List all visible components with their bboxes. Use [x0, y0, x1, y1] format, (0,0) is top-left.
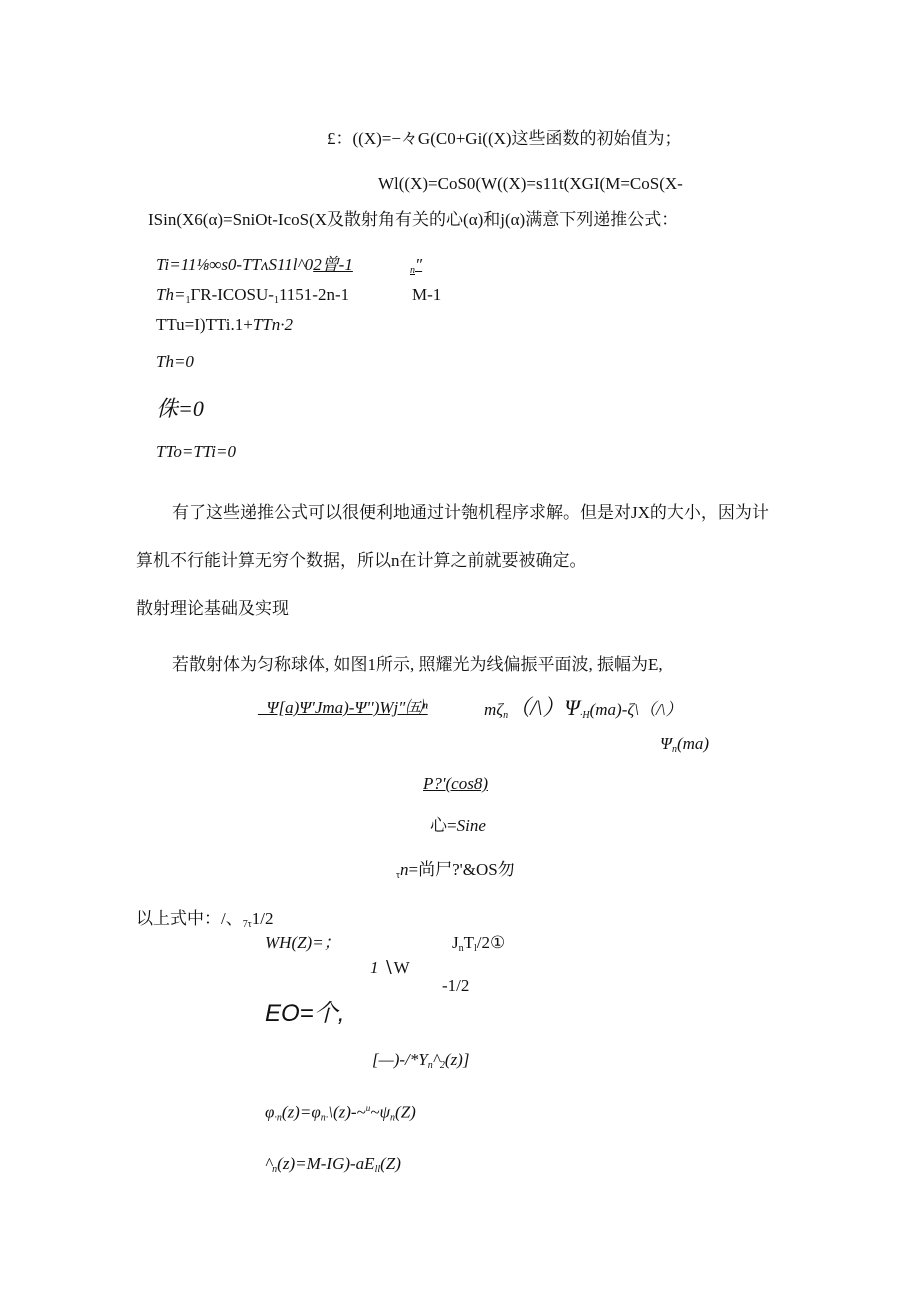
neumann-sub: n [427, 1060, 433, 1071]
coefficient-equation-b [484, 697, 682, 727]
xi-a: ^ [265, 1154, 273, 1173]
paragraph-line-2: 算机不行能计算无穷个数据，所以n在计算之前就要被确定。 [136, 551, 587, 570]
recurrence-row-4: Th=0 [156, 352, 194, 371]
phi-sub: ·n [274, 1112, 282, 1124]
coefficient-psi: （/\）Ψ [508, 695, 580, 720]
recurrence-row-2 [156, 284, 349, 312]
phi-b: (z)=φ [281, 1102, 321, 1122]
recurrence-row-1-main: Ti=11⅛∞s0-TTʌS11l^0 [156, 255, 314, 274]
neumann-c: (z)] [444, 1050, 470, 1069]
coefficient-equation-a: _Ψ[a)Ψ'Jma)-Ψ'')Wj″㈤ⁿ [258, 698, 428, 717]
recurrence-row-3-tail: TTn·2 [252, 315, 293, 334]
recurrence-row-3 [156, 314, 293, 336]
coefficient-psi-sub: ·H [579, 710, 590, 721]
neumann-sub2: 2 [439, 1060, 445, 1071]
neumann-definition [372, 1049, 469, 1077]
phi-a: φ [265, 1102, 275, 1122]
bessel-t-sub: l [474, 943, 477, 954]
bessel-fraction-w: ∖W [382, 958, 410, 977]
tau-function-rhs: =尚尸?'&OS勿 [408, 860, 515, 879]
definitions-intro [136, 908, 274, 936]
recurrence-row-2-lhs: Th= [156, 285, 186, 304]
phi-sub2: n· [320, 1112, 329, 1124]
tau-function-n: n [400, 860, 409, 879]
recurrence-row-3-main: TTu=I)TTi.1+ [156, 315, 253, 334]
recurrence-row-2-rhs: 1151-2n-1 [278, 285, 350, 304]
legendre-equation: P?'(cos8) [423, 774, 489, 793]
coefficient-denominator [660, 733, 709, 761]
scattering-intro: 若散射体为匀称球体, 如图1所示, 照耀光为线偏振平面波, 振幅为E, [172, 655, 663, 674]
recurrence-row-6: TTo=TTi=0 [156, 442, 236, 461]
recurrence-row-2-sub2: 1 [273, 295, 279, 306]
xi-sub: n [272, 1164, 278, 1175]
phi-sub3: n [390, 1112, 396, 1124]
coefficient-zeta-sub: n [503, 710, 509, 721]
recurrence-row-1-tail [410, 254, 422, 282]
recurrence-row-5: 侏=0 [156, 396, 204, 421]
bessel-j-sub: n [458, 943, 464, 954]
phi-derivative-equation [265, 1097, 416, 1130]
formula-line-recurrence-intro: ISin(X6(α)=SniOt-IcoS(X及散射角有关的心(α)和j(α)满意下列递推公式： [148, 210, 679, 229]
phi-sup: u [365, 1103, 371, 1113]
bessel-definition-lhs: WH(Z)=； [265, 933, 341, 952]
tau-function-equation [396, 859, 515, 887]
bessel-order: /2① [476, 933, 506, 952]
coefficient-denominator-sub: n [671, 744, 677, 755]
neumann-b: ^ [432, 1050, 440, 1069]
pi-function-equation [430, 815, 486, 837]
recurrence-row-2-mid: ΓR-ICOSU- [190, 285, 274, 304]
definitions-intro-frac: 1/2 [251, 909, 274, 928]
xi-c: aE [355, 1154, 375, 1173]
paragraph-line-1: 有了这些递推公式可以很便利地通过计匏机程序求解。但是对JX的大小，因为计 [172, 503, 769, 522]
section-heading: 散射理论基础及实现 [136, 599, 289, 618]
bessel-exponent: -1/2 [442, 976, 470, 995]
recurrence-row-1-mark: ″ [415, 255, 423, 274]
definitions-intro-text: 以上式中：/、 [136, 909, 243, 928]
bessel-t: T [463, 933, 475, 952]
bessel-definition-rhs [452, 932, 505, 960]
xi-d: (Z) [380, 1154, 401, 1173]
xi-sub2: ll [374, 1164, 381, 1175]
pi-function-rhs: Sine [456, 816, 486, 835]
bessel-j: J [452, 933, 459, 952]
xi-b: (z)=M-IG)- [277, 1154, 356, 1173]
recurrence-row-1-sub: n [410, 265, 415, 276]
xi-equation [265, 1153, 401, 1181]
formula-line-w-functions: Wl((X)=CoS0(W((X)=s11t(XGI(M=CoS(X- [378, 174, 683, 193]
pi-function-lhs: 心= [430, 816, 457, 835]
eo-equation: EO=个, [265, 1000, 345, 1027]
recurrence-row-2-sub: 1 [185, 295, 191, 306]
bessel-fraction-line [370, 957, 410, 979]
definitions-intro-sub: 7τ [242, 919, 252, 930]
recurrence-row-1-underlined: 2曾-1 [313, 255, 353, 274]
coefficient-tail: (ma)-ζ\（/\） [589, 700, 683, 719]
recurrence-row-2-right: M-1 [412, 285, 442, 304]
coefficient-denominator-psi: Ψ [660, 734, 672, 753]
coefficient-denominator-arg: (ma) [676, 734, 710, 753]
recurrence-row-1 [156, 254, 353, 276]
formula-line-initial-values: £：((X)=−々G(C0+Gi((X)这些函数的初始值为； [327, 129, 682, 148]
phi-e: (Z) [395, 1102, 416, 1122]
tau-function-prefix: τ [396, 870, 401, 881]
neumann-a: [—)-/*Y [372, 1050, 428, 1069]
phi-d: ~ψ [370, 1102, 391, 1122]
coefficient-zeta: mζ [484, 700, 504, 719]
phi-c: \(z)-~ [328, 1102, 366, 1122]
bessel-fraction-one: 1 [370, 958, 379, 977]
